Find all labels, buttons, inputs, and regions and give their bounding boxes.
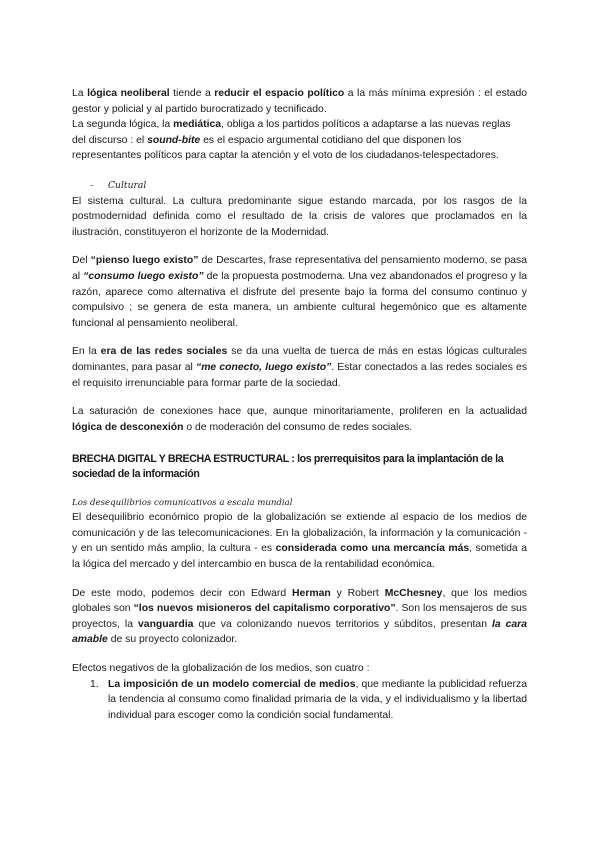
section-heading: BRECHA DIGITAL Y BRECHA ESTRUCTURAL : los prerrequisitos para la implantación de la sociedad de la información <box>72 453 504 481</box>
paragraph-pienso-luego-existo: Del “pienso luego existo” de Descartes, frase representativa del pensamiento moderno, se pasa al “consumo luego existo” de la propuesta postmoderna. Una vez abandonados el progreso y la razón, aparece como alternativa el disfrute del presente bajo la forma del consumo continuo y compulsivo ; se genera de esta manera, un ambiente cultural hegemónico que es altamente funcional al pensamiento neoliberal. <box>72 255 527 329</box>
bold-term: “pienso luego existo” <box>90 255 199 267</box>
bullet-dash: - <box>90 179 94 191</box>
bullet-label: Cultural <box>108 179 147 191</box>
paragraph-logica-mediatica: La segunda lógica, la mediática, obliga a los partidos políticos a adaptarse a las nuevas reglas del discurso : el sound-bite es el espacio argumental cotidiano del que disponen los representantes políticos para captar la atención y el voto de los ciudadanos-telespectadores. <box>72 119 511 162</box>
bold-term: “los nuevos misioneros del capitalismo corporativo” <box>133 603 396 615</box>
paragraph-herman-mcchesney: De este modo, podemos decir con Edward Herman y Robert McChesney, que los medios globales son “los nuevos misioneros del capitalismo corporativo”. Son los mensajeros de sus proyectos, la vanguardia que va colonizando nuevos territorios y súbditos, presentan la cara amable de su proyecto colonizador. <box>72 587 528 646</box>
list-number: 1. <box>90 678 99 690</box>
paragraph-desconexion: La saturación de conexiones hace que, aunque minoritariamente, proliferen en la actualidad lógica de desconexión o de moderación del consumo de redes sociales. <box>72 406 527 433</box>
bold-italic-term: “consumo luego existo” <box>83 270 204 282</box>
document-page <box>72 86 527 723</box>
bold-term: considerada como una mercancía más <box>275 543 470 555</box>
paragraph-logica-neoliberal: La lógica neoliberal tiende a reducir el espacio político a la más mínima expresión : el estado gestor y policial y al partido burocratizado y tecnificado. <box>72 88 527 115</box>
bold-term: lógica de desconexión <box>72 421 184 433</box>
bold-italic-term: sound-bite <box>147 134 201 146</box>
bold-term: La imposición de un modelo comercial de medios <box>108 678 356 690</box>
paragraph-redes-sociales: En la era de las redes sociales se da una vuelta de tuerca de más en estas lógicas culturales dominantes, para pasar al “me conecto, luego existo”. Estar conectados a las redes sociales es el requisito irrenunciable para formar parte de la sociedad. <box>72 346 528 389</box>
bold-term: vanguardia <box>138 618 194 630</box>
paragraph-desequilibrio: El desequilibrio económico propio de la globalización se extiende al espacio de los medios de comunicación y de las telecomunicaciones. En la globalización, la información y la comunicación - y en un sentido más amplio, la cultura - es considerada como una mercancía más, sometida a la lógica del mercado y del intercambio en busca de la rentabilidad económica. <box>72 512 527 571</box>
numbered-list <box>72 677 527 724</box>
paragraph-efectos-negativos: Efectos negativos de la globalización de los medios, son cuatro : <box>72 663 370 675</box>
paragraph-sistema-cultural: El sistema cultural. La cultura predominante sigue estando marcada, por los rasgos de la postmodernidad definida como el resultado de la crisis de valores que proclamados en la ilustración, constituyeron el horizonte de la Modernidad. <box>72 195 527 238</box>
bullet-cultural <box>72 178 527 194</box>
bold-term: Herman <box>292 587 331 599</box>
list-item: 1. La imposición de un modelo comercial de medios, que mediante la publicidad refuerza la tendencia al consumo como finalidad primaria de la vida, y el individualismo y la libertad individual para escoger como la condición social fundamental. <box>72 677 527 724</box>
bold-term: reducir el espacio político <box>214 88 345 99</box>
bold-term: McChesney <box>384 587 443 599</box>
subsection-heading: Los desequilibrios comunicativos a escala mundial <box>72 498 293 509</box>
bold-italic-term: la cara amable <box>72 618 528 646</box>
bold-italic-term: “me conecto, luego existo” <box>196 361 332 373</box>
bold-term: era de las redes sociales <box>100 346 228 358</box>
bold-term: mediática <box>173 119 222 131</box>
bold-term: lógica neoliberal <box>87 88 170 99</box>
